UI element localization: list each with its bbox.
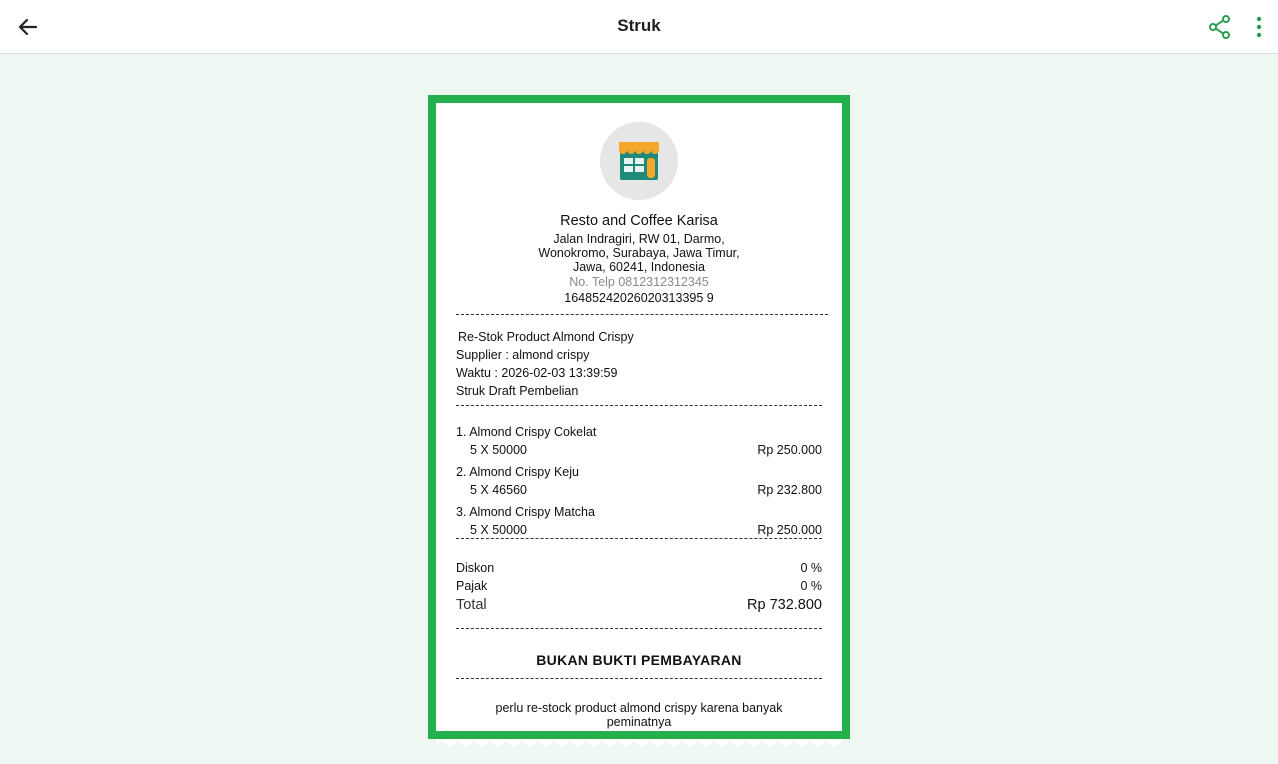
item-name: 2. Almond Crispy Keju [456,465,579,479]
item-qty: 5 X 50000 [470,443,527,457]
note-line: peminatnya [606,715,672,729]
page-title: Struk [617,16,661,35]
discount-label: Diskon [456,561,495,575]
supplier-line: Supplier : almond crispy [456,348,590,362]
item-name: 3. Almond Crispy Matcha [456,505,595,519]
tax-label: Pajak [456,579,488,593]
receipt-zigzag-edge [436,739,842,747]
item-amount: Rp 250.000 [757,523,822,537]
store-name: Resto and Coffee Karisa [560,213,718,229]
receipt [436,103,842,731]
item-amount: Rp 250.000 [757,443,822,457]
address-line: Jawa, 60241, Indonesia [572,260,706,274]
item-amount: Rp 232.800 [757,483,822,497]
more-vert-icon [1248,14,1270,40]
payment-notice: BUKAN BUKTI PEMBAYARAN [536,652,742,668]
note-line: perlu re-stock product almond crispy karena banyak [495,701,783,715]
app-bar [0,0,1278,54]
divider [456,405,822,406]
divider [456,678,822,679]
store-phone: No. Telp 0812312312345 [569,275,709,289]
address-line: Wonokromo, Surabaya, Jawa Timur, [538,246,740,260]
item-qty: 5 X 50000 [470,523,527,537]
time-line: Waktu : 2026-02-03 13:39:59 [456,366,618,380]
item-name: 1. Almond Crispy Cokelat [456,425,597,439]
store-address [456,232,822,274]
more-options-button[interactable] [1248,14,1270,40]
store-icon [616,138,662,184]
receipt-title: Re-Stok Product Almond Crispy [458,330,634,344]
share-button[interactable] [1207,14,1233,40]
receipt-code: 16485242026020313395 9 [564,291,714,305]
total-value: Rp 732.800 [747,597,822,613]
divider [456,628,822,629]
total-label: Total [456,597,487,613]
store-logo [600,122,678,200]
address-line: Jalan Indragiri, RW 01, Darmo, [553,232,725,246]
discount-value: 0 % [800,561,822,575]
item-qty: 5 X 46560 [470,483,527,497]
receipt-frame [428,95,850,739]
receipt-type: Struk Draft Pembelian [456,384,579,398]
divider [456,314,828,315]
receipt-note [456,701,822,729]
divider [456,538,822,539]
tax-value: 0 % [800,579,822,593]
share-icon [1207,14,1233,40]
